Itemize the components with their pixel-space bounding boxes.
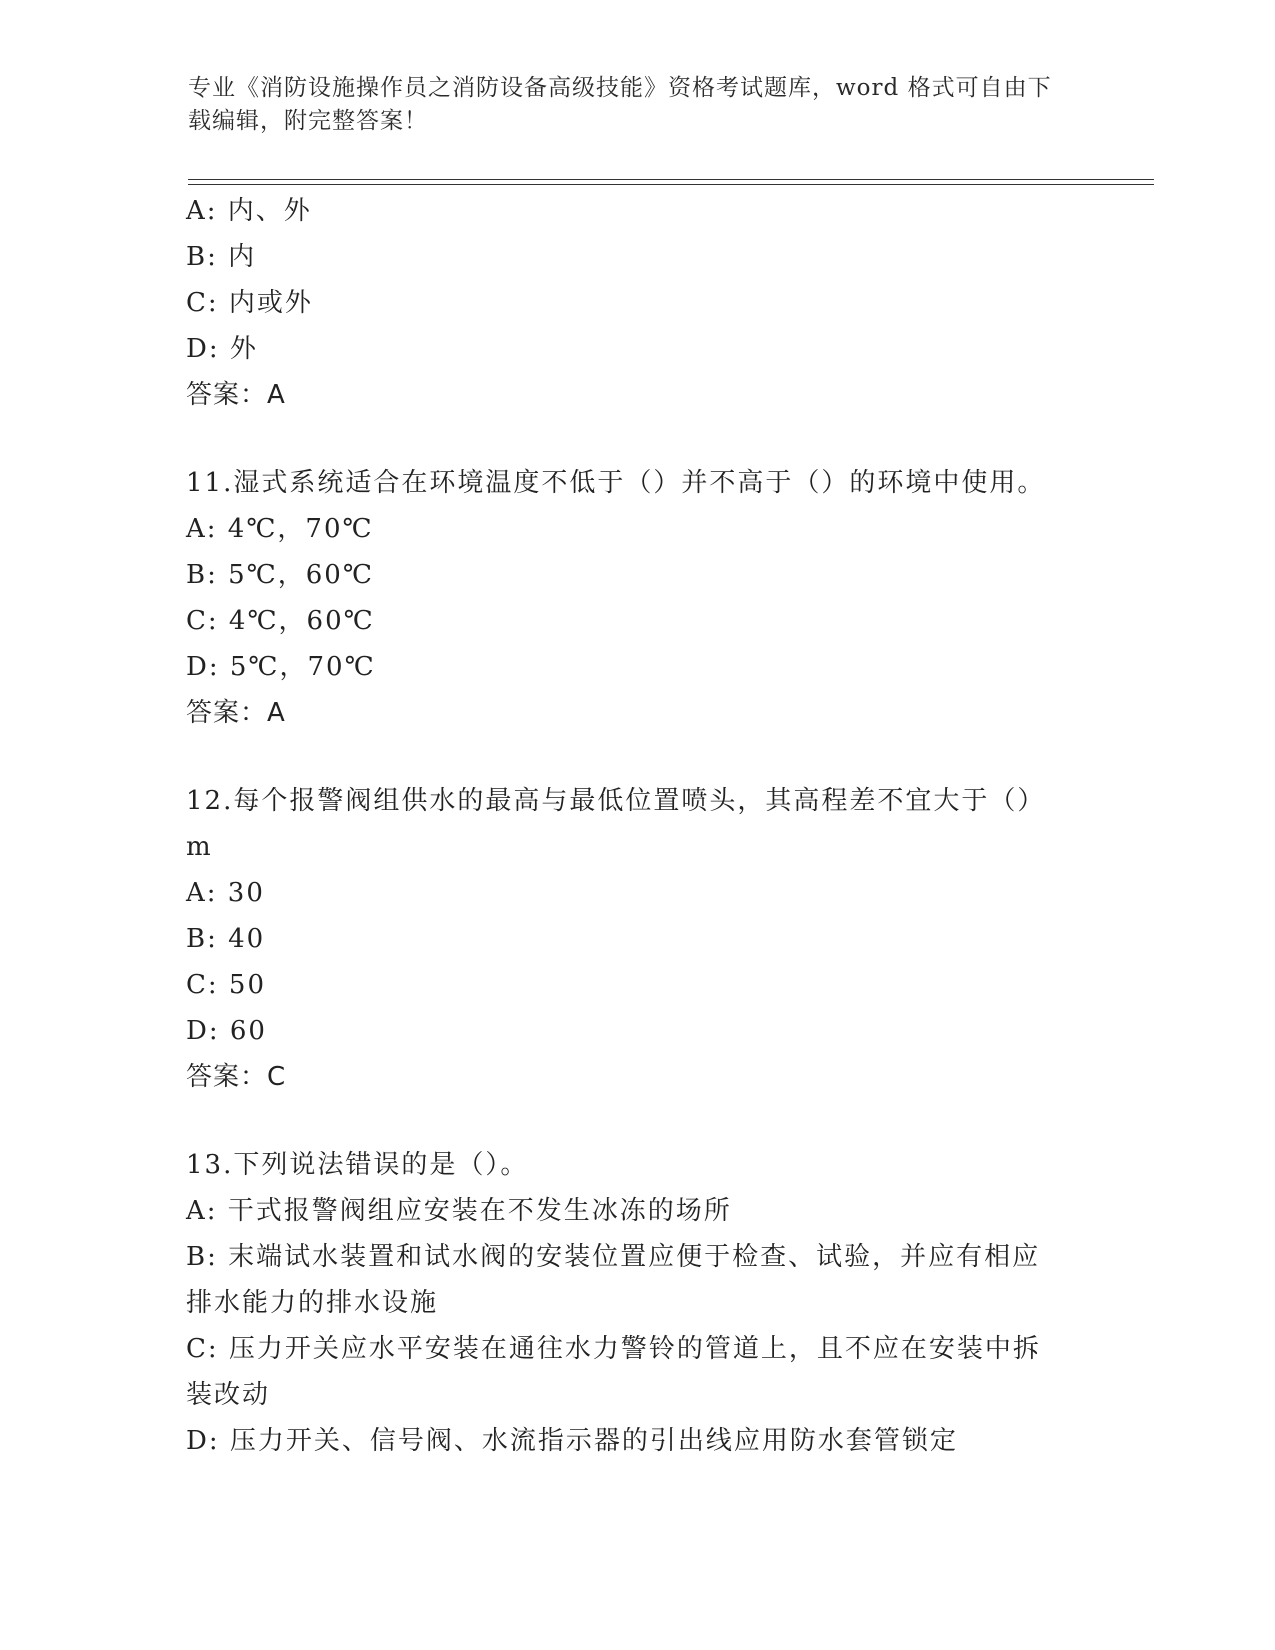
question-13 [186, 1142, 1086, 1464]
option-a: A: 干式报警阀组应安装在不发生冰冻的场所 [186, 1196, 732, 1226]
document-header: 专业《消防设施操作员之消防设备高级技能》资格考试题库，word 格式可自由下载编辑，附完整答案！ [188, 75, 1052, 134]
question-content [186, 188, 1086, 1464]
question-stem: 12.每个报警阀组供水的最高与最低位置喷头，其高程差不宜大于（） [186, 786, 1046, 816]
question-11 [186, 460, 1086, 736]
question-stem-continuation: m [186, 832, 213, 862]
option-d: D: 外 [186, 334, 258, 364]
header-divider-top [188, 179, 1154, 180]
question-stem: 11.湿式系统适合在环境温度不低于（）并不高于（）的环境中使用。 [186, 468, 1046, 498]
answer: 答案：A [186, 698, 286, 728]
option-b: B: 末端试水装置和试水阀的安装位置应便于检查、试验，并应有相应排水能力的排水设施 [186, 1242, 1041, 1318]
option-d: D: 60 [186, 1016, 267, 1046]
answer: 答案：C [186, 1062, 287, 1092]
option-b: B: 内 [186, 242, 257, 272]
answer: 答案：A [186, 380, 286, 410]
option-c: C: 内或外 [186, 288, 313, 318]
option-c: C: 压力开关应水平安装在通往水力警铃的管道上，且不应在安装中拆装改动 [186, 1334, 1041, 1410]
option-c: C: 50 [186, 970, 267, 1000]
option-c: C: 4℃，60℃ [186, 606, 375, 636]
header-divider-bottom [188, 184, 1154, 185]
option-a: A: 30 [186, 878, 265, 908]
option-d: D: 压力开关、信号阀、水流指示器的引出线应用防水套管锁定 [186, 1426, 958, 1456]
option-d: D: 5℃，70℃ [186, 652, 376, 682]
option-a: A: 4℃，70℃ [186, 514, 374, 544]
question-12 [186, 778, 1086, 1100]
question-stem: 13.下列说法错误的是（）。 [186, 1150, 529, 1180]
question-10 [186, 188, 1086, 418]
option-b: B: 40 [186, 924, 266, 954]
option-a: A: 内、外 [186, 196, 312, 226]
option-b: B: 5℃，60℃ [186, 560, 374, 590]
